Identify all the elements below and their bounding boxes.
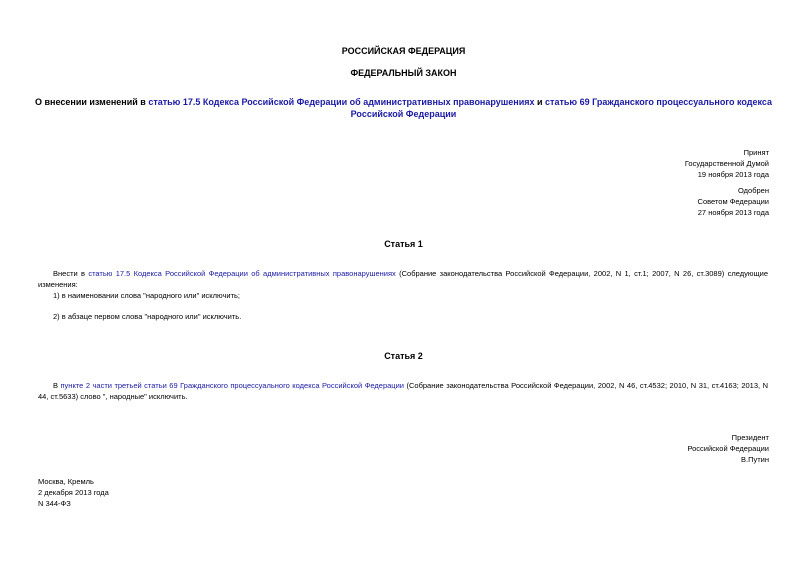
signature-name: В.Путин xyxy=(741,455,769,464)
article1-item2: 2) в абзаце первом слова "народного или" исключить. xyxy=(53,312,242,321)
approved-date: 27 ноября 2013 года xyxy=(697,208,769,217)
place-date-block xyxy=(38,476,109,509)
title-link-gpk-69[interactable]: статью 69 Гражданского процессуального кодекса Российской Федерации xyxy=(350,97,772,119)
article2-link-gpk-69[interactable]: пункте 2 части третьей статьи 69 Гражданского процессуального кодекса Российской Федерации xyxy=(60,381,404,390)
article1-paragraph xyxy=(38,268,768,290)
approved-line2: Советом Федерации xyxy=(697,197,769,206)
accepted-line1: Принят xyxy=(743,148,769,157)
signature-title: Президент xyxy=(731,433,769,442)
signature-country: Российской Федерации xyxy=(687,444,769,453)
law-number: N 344-ФЗ xyxy=(38,499,71,508)
place-date: 2 декабря 2013 года xyxy=(38,488,109,497)
article1-link-koap-17-5[interactable]: статью 17.5 Кодекса Российской Федерации об административных правонарушениях xyxy=(88,269,396,278)
place-city: Москва, Кремль xyxy=(38,477,94,486)
approved-line1: Одобрен xyxy=(738,186,769,195)
accepted-block xyxy=(685,147,769,180)
article1-item1: 1) в наименовании слова "народного или" исключить; xyxy=(53,291,241,300)
article2-prefix: В xyxy=(53,381,61,390)
title-mid: и xyxy=(534,97,546,107)
document-type-heading: ФЕДЕРАЛЬНЫЙ ЗАКОН xyxy=(350,68,457,78)
title-link-koap-17-5[interactable]: статью 17.5 Кодекса Российской Федерации об административных правонарушениях xyxy=(148,97,535,107)
article2-paragraph xyxy=(38,380,768,402)
accepted-date: 19 ноября 2013 года xyxy=(697,170,769,179)
article1-prefix: Внести в xyxy=(53,269,89,278)
signature-block xyxy=(687,432,769,465)
accepted-line2: Государственной Думой xyxy=(684,159,769,168)
article2-heading: Статья 2 xyxy=(384,351,423,361)
article1-suffix: (Собрание законодательства Российской Федерации, 2002, N 1, ст.1; 2007, N 26, ст.3089) следующие изменения: xyxy=(38,269,769,289)
article1-heading: Статья 1 xyxy=(384,239,423,249)
article2-suffix: (Собрание законодательства Российской Федерации, 2002, N 46, ст.4532; 2010, N 31, ст.4163; 2013, N 44, ст.5633) слово ", народные" исключить. xyxy=(38,381,768,401)
document-title xyxy=(30,96,777,120)
approved-block xyxy=(698,185,769,218)
document-country-heading: РОССИЙСКАЯ ФЕДЕРАЦИЯ xyxy=(341,46,466,56)
title-prefix: О внесении изменений в xyxy=(35,97,149,107)
